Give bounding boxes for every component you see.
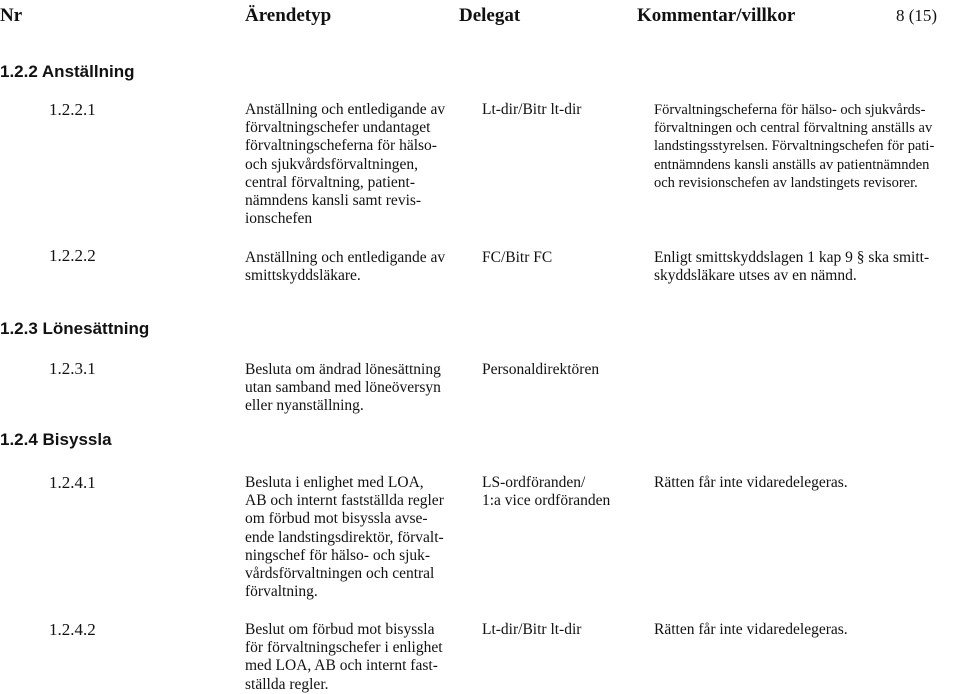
row-arende: Beslut om förbud mot bisyssla för förvaltningschefer i enlighet med LOA, AB och internt fast- ställda regler.: [245, 621, 443, 693]
row-number: 1.2.2.2: [49, 246, 96, 265]
row-number: 1.2.3.1: [49, 359, 96, 378]
row-delegat: LS-ordföranden/ 1:a vice ordföranden: [482, 474, 611, 510]
row-arende: Besluta i enlighet med LOA, AB och internt fastställda regler om förbud mot bisyssla avse- ende landstingsdirektör, förvalt- ningschef för hälso- och sjuk- vårdsförvaltningen och central förvaltning.: [245, 474, 444, 601]
row-arende: Anställning och entledigande av förvaltningschefer undantaget förvaltningscheferna för hälso- och sjukvårdsförvaltningen, central förvaltning, patient- nämndens kansli samt revis- ionschefen: [245, 101, 446, 228]
section-heading-anstallning: 1.2.2 Anställning: [0, 62, 135, 81]
row-delegat: FC/Bitr FC: [482, 249, 553, 266]
row-arende: Anställning och entledigande av smittskyddsläkare.: [245, 249, 446, 285]
header-arendetyp: Ärendetyp: [245, 5, 332, 26]
row-delegat: Lt-dir/Bitr lt-dir: [482, 621, 582, 638]
row-kommentar: Rätten får inte vidaredelegeras.: [654, 621, 848, 638]
header-delegat: Delegat: [459, 5, 521, 26]
row-arende: Besluta om ändrad lönesättning utan samband med löneöversyn eller nyanställning.: [245, 361, 441, 415]
page-number: 8 (15): [896, 6, 938, 25]
header-kommentar: Kommentar/villkor: [637, 5, 796, 26]
header-nr: Nr: [0, 5, 23, 26]
row-kommentar: Enligt smittskyddslagen 1 kap 9 § ska smitt- skyddsläkare utses av en nämnd.: [654, 249, 930, 285]
row-number: 1.2.4.2: [49, 620, 96, 639]
row-number: 1.2.2.1: [49, 100, 96, 119]
section-heading-lonesattning: 1.2.3 Lönesättning: [0, 319, 150, 338]
row-kommentar: Rätten får inte vidaredelegeras.: [654, 474, 848, 491]
row-number: 1.2.4.1: [49, 473, 96, 492]
row-delegat: Personaldirektören: [482, 361, 600, 378]
row-kommentar: Förvaltningscheferna för hälso- och sjukvårds- förvaltningen och central förvaltning anställs av landstingsstyrelsen. Förvaltningschefen för pati- entnämndens kansli anställs av patientnämnden och revisionschefen av landstingets revisorer.: [654, 102, 935, 191]
section-heading-bisyssla: 1.2.4 Bisyssla: [0, 430, 112, 449]
row-delegat: Lt-dir/Bitr lt-dir: [482, 101, 582, 118]
